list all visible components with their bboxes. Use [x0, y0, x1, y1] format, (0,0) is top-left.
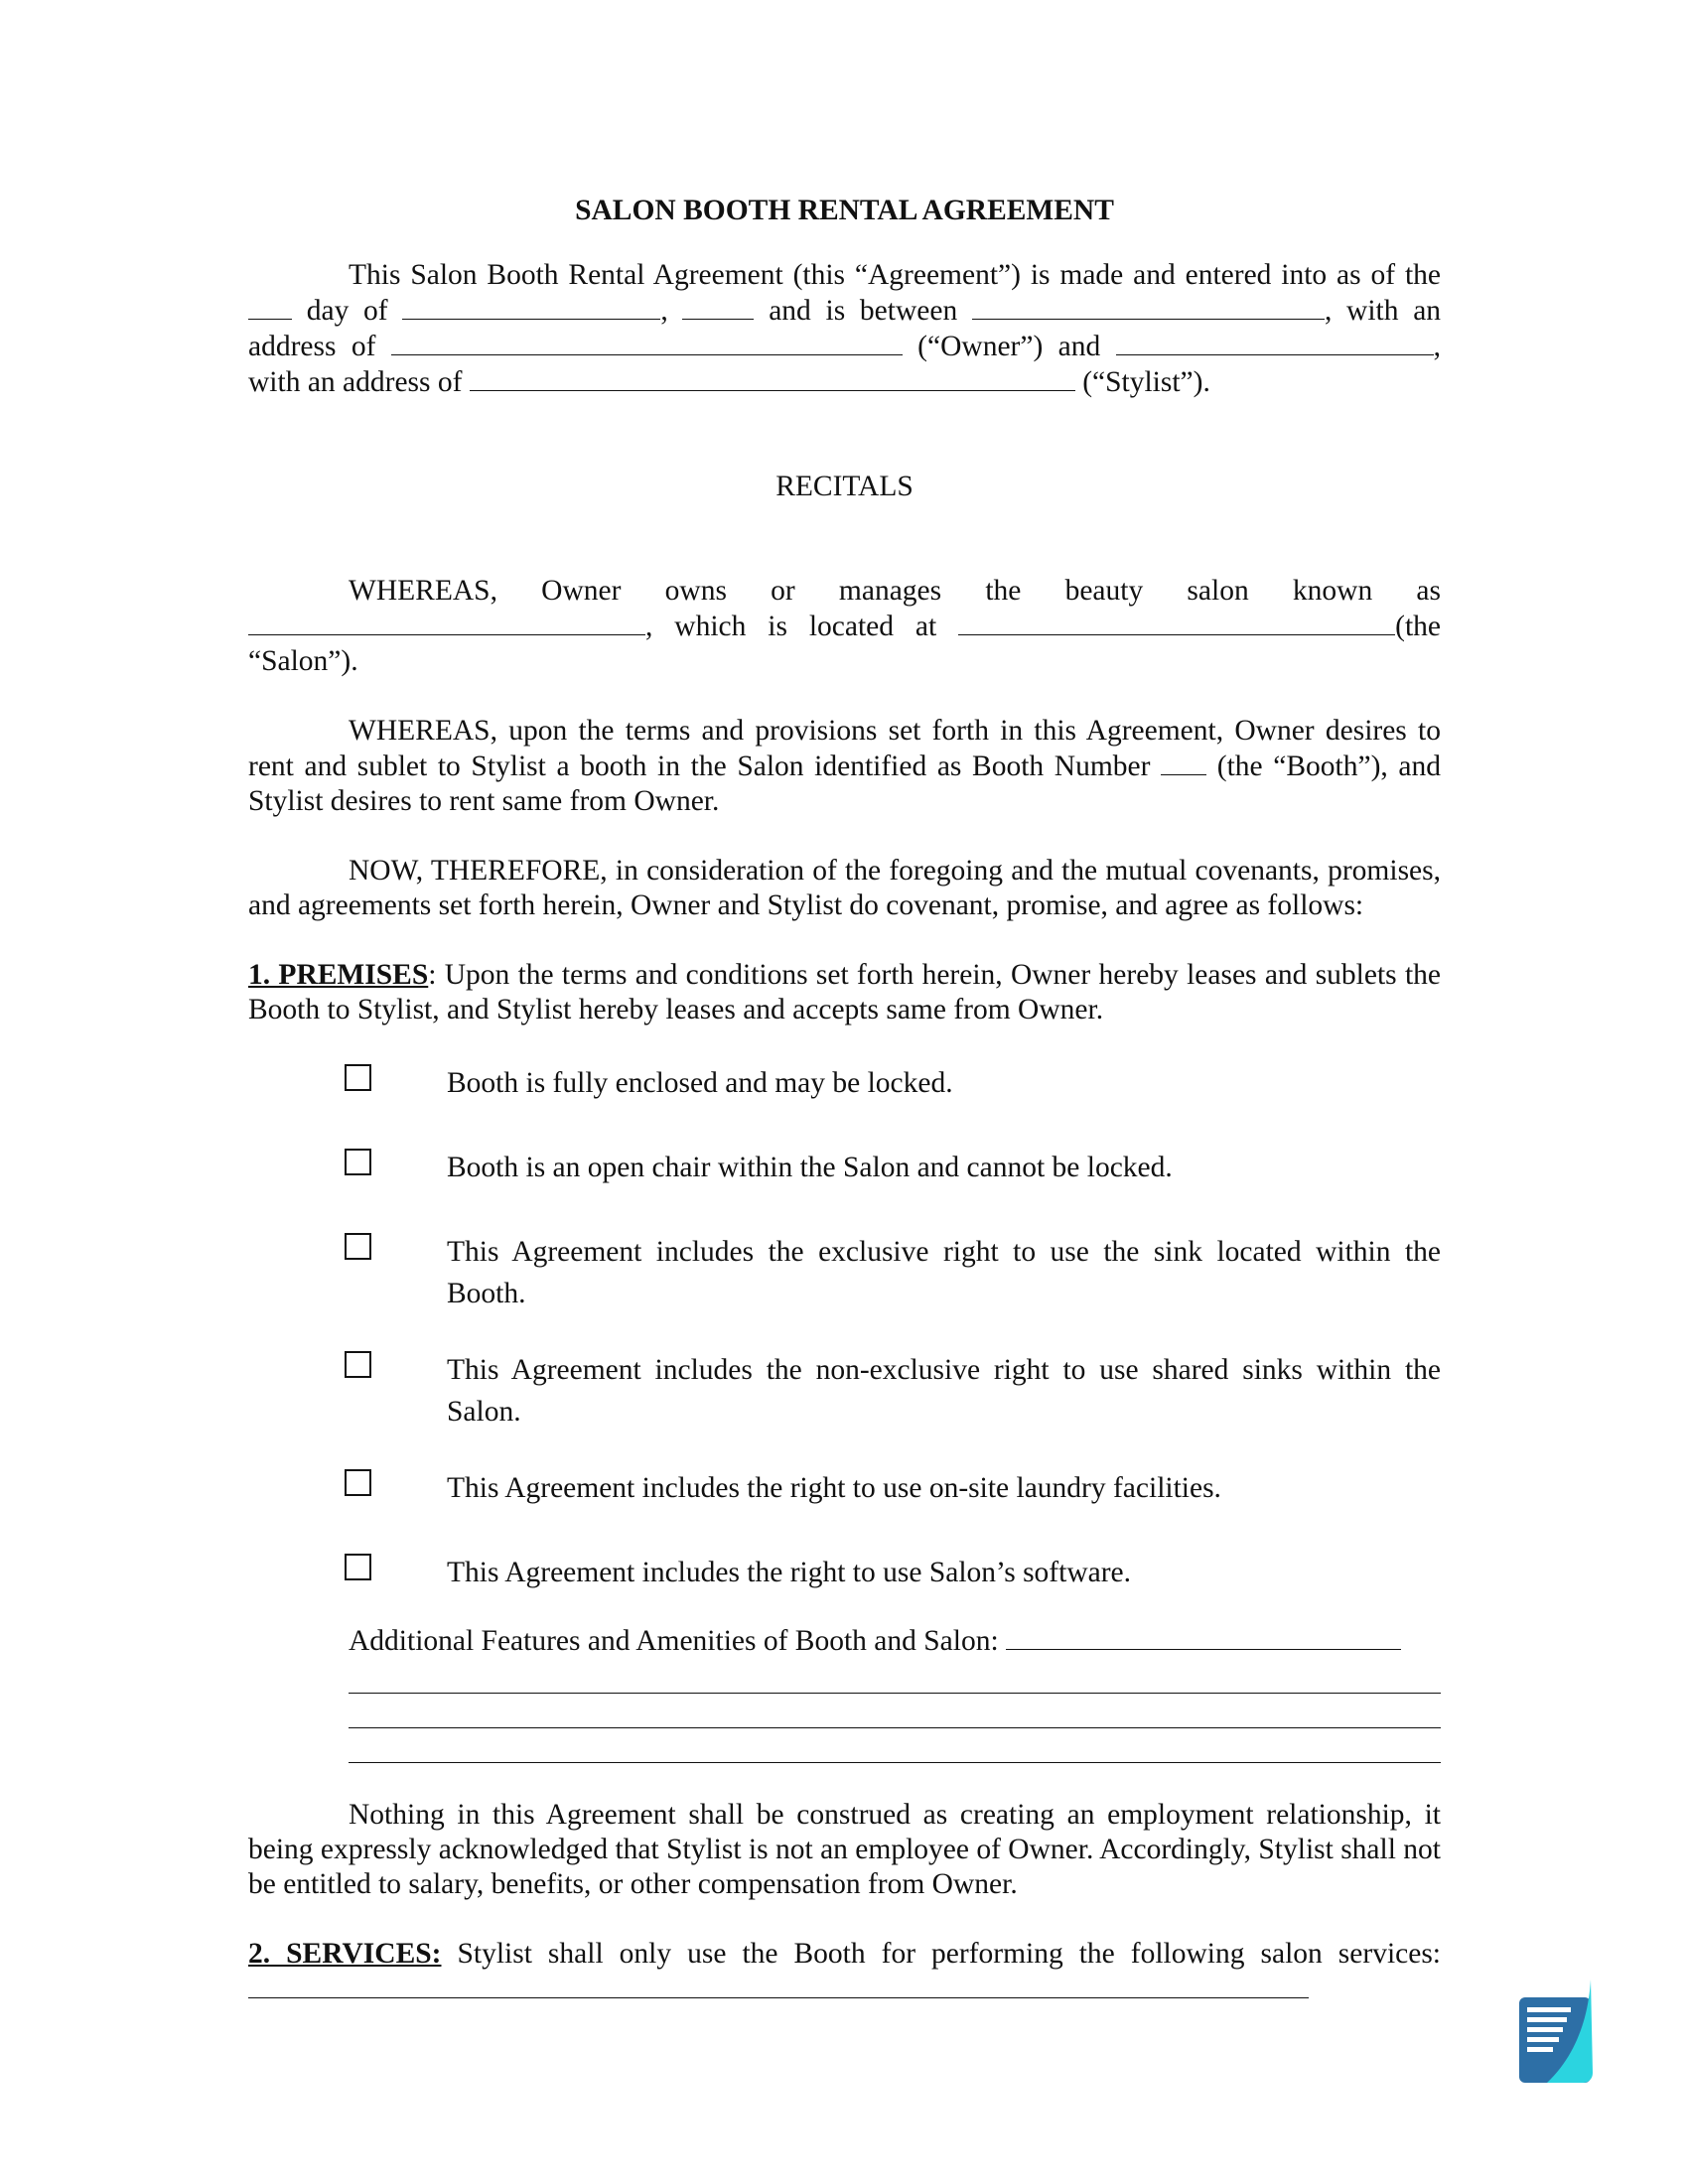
- premises-options: [248, 1062, 1441, 1593]
- option-enclosed-booth: Booth is fully enclosed and may be locked.: [345, 1062, 1441, 1104]
- year-blank[interactable]: [682, 293, 754, 320]
- checkbox[interactable]: [345, 1149, 371, 1175]
- additional-features-label: Additional Features and Amenities of Booth and Salon:: [349, 1625, 999, 1657]
- stylist-address-blank[interactable]: [470, 364, 1075, 391]
- recitals-heading: RECITALS: [775, 471, 914, 502]
- whereas-booth-paragraph: WHEREAS, upon the terms and provisions set forth in this Agreement, Owner desires to rent and sublet to Stylist a booth in the Salon identified as Booth Number (the “Booth”), and Stylist desires to rent same from Owner.: [248, 715, 1442, 817]
- booth-number-blank[interactable]: [1161, 749, 1206, 775]
- salon-location-blank[interactable]: [958, 609, 1395, 635]
- additional-features-line[interactable]: [349, 1694, 1441, 1728]
- document-page: [248, 194, 1441, 2007]
- option-open-chair: Booth is an open chair within the Salon and cannot be locked.: [345, 1147, 1441, 1188]
- additional-features: [349, 1623, 1441, 1763]
- whereas-salon-paragraph: WHEREAS, Owner owns or manages the beauty salon known as , which is located at (the “Salon”).: [248, 575, 1442, 677]
- owner-address-blank[interactable]: [391, 329, 903, 355]
- services-label: 2. SERVICES:: [248, 1938, 442, 1970]
- intro-paragraph: This Salon Booth Rental Agreement (this “Agreement”) is made and entered into as of the day of , and is between , with an address of (“Owner”) and , with an address of (“Stylist”).: [248, 259, 1442, 398]
- owner-name-blank[interactable]: [972, 293, 1325, 320]
- additional-features-line[interactable]: [349, 1659, 1441, 1694]
- option-exclusive-sink: This Agreement includes the exclusive right to use the sink located within the Booth.: [345, 1231, 1441, 1314]
- option-laundry: This Agreement includes the right to use on-site laundry facilities.: [345, 1467, 1441, 1509]
- salon-name-blank[interactable]: [248, 609, 645, 635]
- checkbox[interactable]: [345, 1233, 371, 1260]
- premises-section: 1. PREMISES: Upon the terms and conditions set forth herein, Owner hereby leases and sublets the Booth to Stylist, and Stylist hereby leases and accepts same from Owner.: [248, 959, 1441, 1025]
- day-blank[interactable]: [248, 293, 292, 320]
- stylist-name-blank[interactable]: [1116, 329, 1434, 355]
- checkbox[interactable]: [345, 1064, 371, 1091]
- additional-features-blank[interactable]: [1006, 1623, 1401, 1650]
- document-title: SALON BOOTH RENTAL AGREEMENT: [575, 195, 1114, 226]
- employment-paragraph: Nothing in this Agreement shall be construed as creating an employment relationship, it being expressly acknowledged that Stylist is not an employee of Owner. Accordingly, Stylist shall not be entitled to salary, benefits, or other compensation from Owner.: [248, 1799, 1441, 1900]
- services-section: 2. SERVICES: Stylist shall only use the Booth for performing the following salon services:: [248, 1937, 1441, 2007]
- checkbox[interactable]: [345, 1351, 371, 1378]
- option-shared-sinks: This Agreement includes the non-exclusive right to use shared sinks within the Salon.: [345, 1349, 1441, 1433]
- services-blank[interactable]: [248, 1972, 1309, 1998]
- premises-label: 1. PREMISES: [248, 959, 429, 991]
- checkbox[interactable]: [345, 1554, 371, 1580]
- additional-features-line[interactable]: [349, 1728, 1441, 1763]
- option-software: This Agreement includes the right to use Salon’s software.: [345, 1552, 1441, 1593]
- month-blank[interactable]: [402, 293, 660, 320]
- now-therefore-paragraph: NOW, THEREFORE, in consideration of the foregoing and the mutual covenants, promises, and agreements set forth herein, Owner and Stylist do covenant, promise, and agree as follows:: [248, 855, 1441, 921]
- checkbox[interactable]: [345, 1469, 371, 1496]
- document-logo-icon: [1517, 1976, 1597, 2087]
